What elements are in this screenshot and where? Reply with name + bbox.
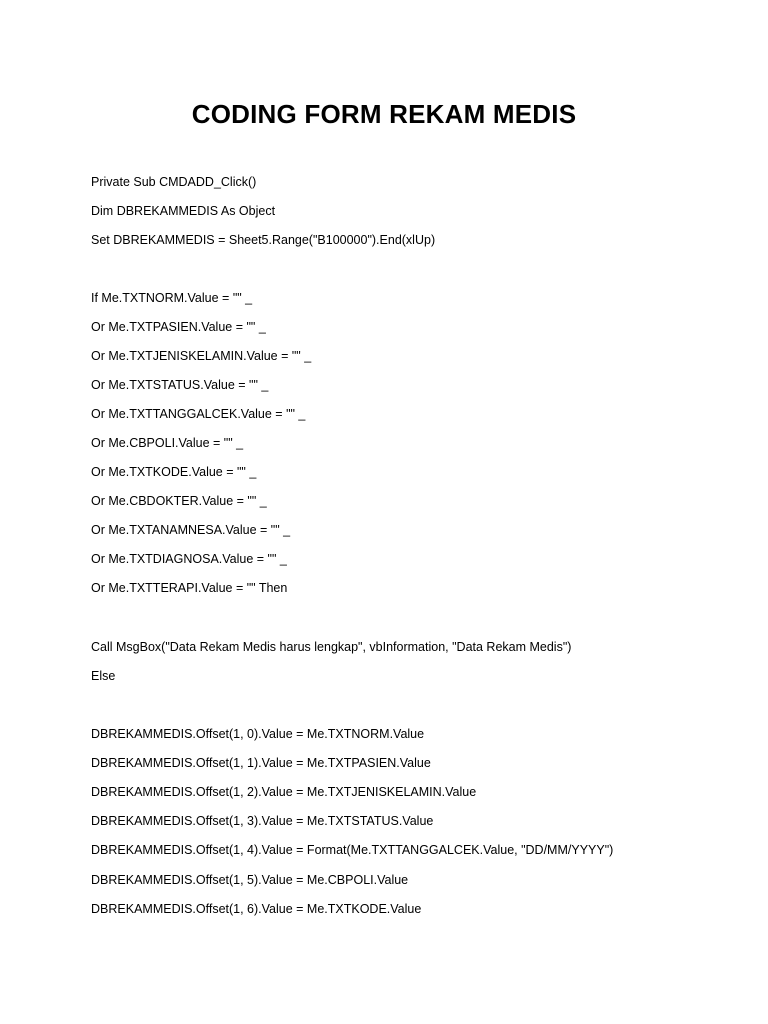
code-line: DBREKAMMEDIS.Offset(1, 0).Value = Me.TXTNORM.Value [91, 727, 425, 741]
code-line: Call MsgBox("Data Rekam Medis harus lengkap", vbInformation, "Data Rekam Medis") [91, 640, 572, 654]
code-line: Or Me.TXTTANGGALCEK.Value = "" _ [91, 407, 306, 421]
code-line: Or Me.TXTKODE.Value = "" _ [91, 465, 257, 479]
code-line: DBREKAMMEDIS.Offset(1, 5).Value = Me.CBPOLI.Value [91, 873, 409, 887]
code-line: Or Me.TXTTERAPI.Value = "" Then [91, 581, 288, 595]
code-line: DBREKAMMEDIS.Offset(1, 2).Value = Me.TXTJENISKELAMIN.Value [91, 785, 477, 799]
code-line: Or Me.TXTSTATUS.Value = "" _ [91, 378, 269, 392]
code-line: Dim DBREKAMMEDIS As Object [91, 204, 276, 218]
code-line: DBREKAMMEDIS.Offset(1, 6).Value = Me.TXTKODE.Value [91, 902, 422, 916]
code-line: Or Me.CBPOLI.Value = "" _ [91, 436, 244, 450]
code-line: If Me.TXTNORM.Value = "" _ [91, 291, 253, 305]
code-line: Or Me.TXTJENISKELAMIN.Value = "" _ [91, 349, 312, 363]
code-line: DBREKAMMEDIS.Offset(1, 3).Value = Me.TXTSTATUS.Value [91, 814, 434, 828]
code-line: Set DBREKAMMEDIS = Sheet5.Range("B100000").End(xlUp) [91, 233, 436, 247]
code-line: Or Me.TXTPASIEN.Value = "" _ [91, 320, 266, 334]
code-line: Else [91, 669, 116, 683]
code-line: Private Sub CMDADD_Click() [91, 175, 257, 189]
code-line: Or Me.TXTDIAGNOSA.Value = "" _ [91, 552, 287, 566]
code-line: Or Me.TXTANAMNESA.Value = "" _ [91, 523, 291, 537]
code-line: DBREKAMMEDIS.Offset(1, 1).Value = Me.TXTPASIEN.Value [91, 756, 431, 770]
page-title: CODING FORM REKAM MEDIS [191, 99, 577, 129]
code-line: DBREKAMMEDIS.Offset(1, 4).Value = Format(Me.TXTTANGGALCEK.Value, "DD/MM/YYYY") [91, 843, 614, 857]
code-line: Or Me.CBDOKTER.Value = "" _ [91, 494, 267, 508]
